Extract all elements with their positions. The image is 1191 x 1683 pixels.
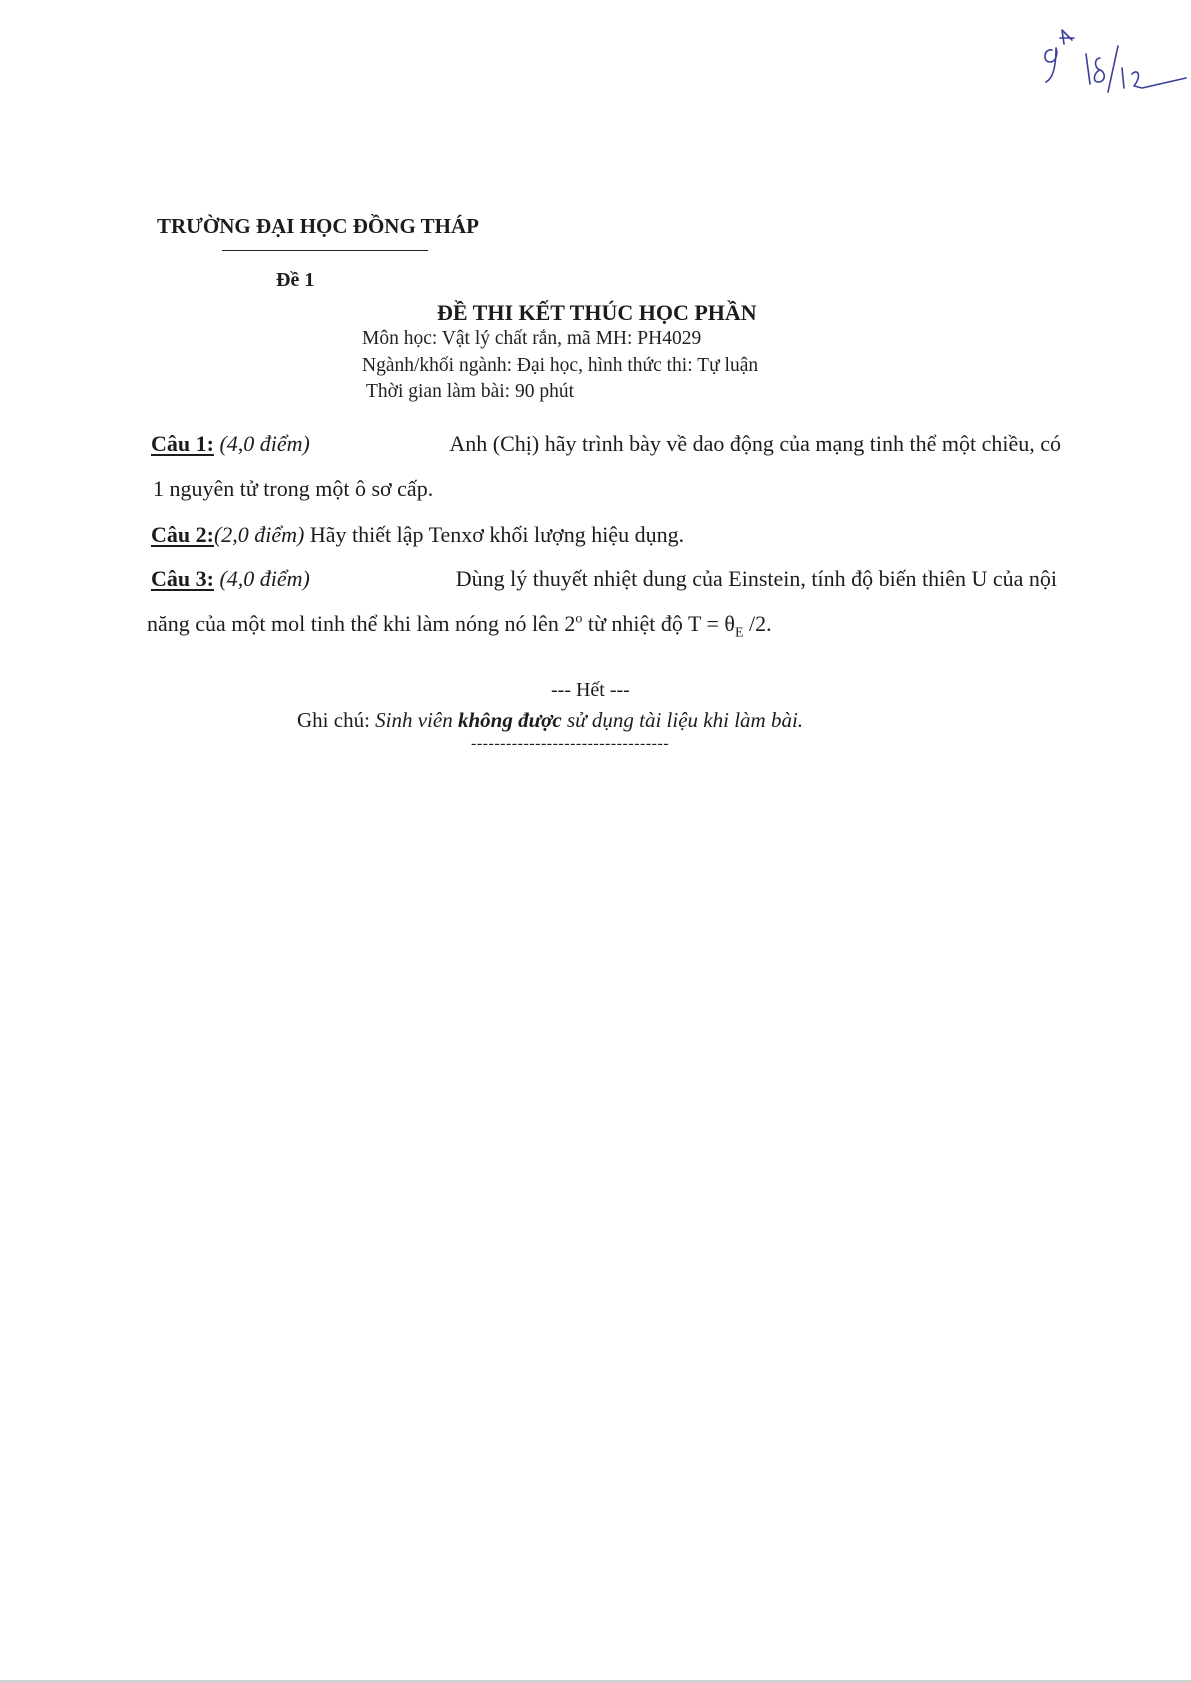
handwritten-annotation	[1038, 28, 1188, 108]
question-1-label: Câu 1:	[151, 431, 214, 456]
duration-line: Thời gian làm bài: 90 phút	[366, 381, 574, 402]
degree-sign: o	[575, 611, 583, 627]
school-underline	[222, 250, 428, 251]
question-2-label: Câu 2:	[151, 522, 214, 547]
exam-title: ĐỀ THI KẾT THÚC HỌC PHẦN	[437, 300, 757, 325]
end-mark: --- Hết ---	[551, 679, 630, 701]
field-line: Ngành/khối ngành: Đại học, hình thức thi: Tự luận	[362, 355, 759, 376]
question-1-text-cont: 1 nguyên tử trong một ô sơ cấp.	[153, 476, 434, 501]
subject-line: Môn học: Vật lý chất rắn, mã MH: PH4029	[362, 328, 702, 349]
question-3-text-b: từ nhiệt độ T = θ	[582, 611, 735, 636]
closing-dashes: ----------------------------------	[471, 735, 670, 752]
question-3-text-c: /2.	[743, 611, 772, 636]
question-3-points: (4,0 điểm)	[219, 566, 310, 591]
note	[297, 708, 803, 733]
note-italic-1: Sinh viên	[375, 708, 458, 732]
question-2	[151, 522, 684, 548]
note-emphasis: không được	[457, 708, 562, 732]
question-1-text: Anh (Chị) hãy trình bày về dao động của mạng tinh thể một chiều, có	[449, 431, 1061, 456]
note-label: Ghi chú:	[297, 708, 376, 732]
question-3	[151, 566, 1057, 592]
question-3-text: Dùng lý thuyết nhiệt dung của Einstein, tính độ biến thiên U của nội	[455, 566, 1057, 591]
exam-code: Đề 1	[276, 269, 315, 291]
question-1-points: (4,0 điểm)	[219, 431, 310, 456]
question-3-text-cont	[147, 611, 772, 641]
theta-subscript: E	[734, 625, 744, 641]
question-2-points: (2,0 điểm)	[213, 522, 305, 547]
note-italic-2: sử dụng tài liệu khi làm bài.	[561, 708, 804, 732]
question-3-text-a: năng của một mol tinh thể khi làm nóng nó lên 2	[147, 611, 576, 636]
question-1	[151, 431, 1061, 457]
school-name: TRƯỜNG ĐẠI HỌC ĐỒNG THÁP	[157, 214, 480, 238]
question-3-label: Câu 3:	[151, 566, 214, 591]
question-2-text: Hãy thiết lập Tenxơ khối lượng hiệu dụng.	[309, 522, 685, 547]
